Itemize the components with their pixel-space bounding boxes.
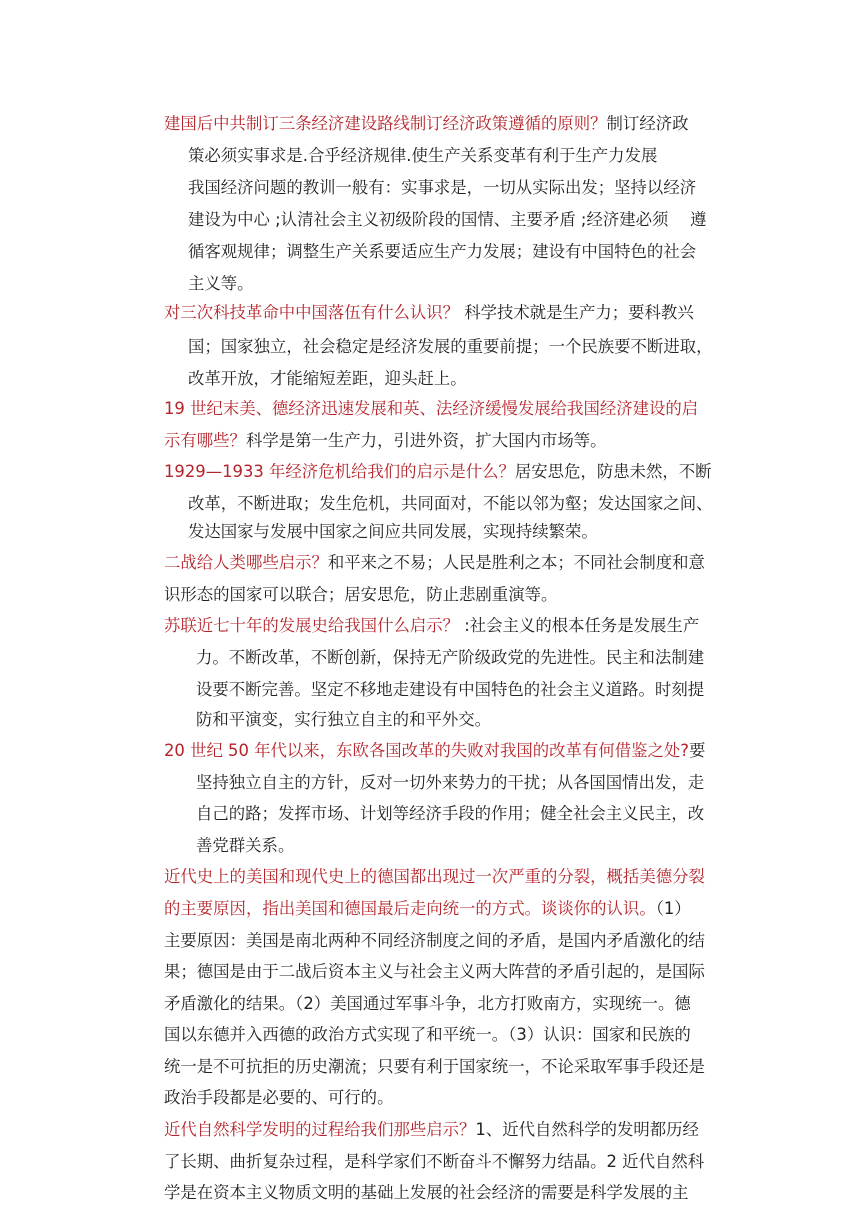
- answer-7-line-3: 善党群关系。: [196, 836, 295, 855]
- answer-text: :社会主义的根本任务是发展生产: [459, 616, 700, 635]
- answer-5-line-1: 识形态的国家可以联合；居安思危，防止悲剧重演等。: [164, 585, 558, 604]
- question-text: 近代自然科学发明的过程给我们那些启示？: [164, 1120, 476, 1139]
- answer-1-line-1: 策必须实事求是.合乎经济规律.使生产关系变革有利于生产力发展: [188, 146, 658, 165]
- answer-text: 要: [688, 741, 706, 760]
- question-text: 20 世纪 50 年代以来，东欧各国改革的失败对我国的改革有何借鉴之处?: [164, 741, 689, 760]
- question-3-line-2: [164, 430, 607, 452]
- question-text: 苏联近七十年的发展史给我国什么启示？: [164, 616, 460, 635]
- answer-7-line-2: 自己的路；发挥市场、计划等经济手段的作用；健全社会主义民主，改: [196, 804, 705, 823]
- answer-1-line-3: 建设为中心 ;认清社会主义初级阶段的国情、主要矛盾 ;经济建必须 遵: [188, 210, 707, 229]
- answer-6-line-3: 防和平演变，实行独立自主的和平外交。: [196, 710, 492, 729]
- question-text: 建国后中共制订三条经济建设路线制订经济政策遵循的原则？: [164, 114, 607, 133]
- answer-7-line-1: 坚持独立自主的方针，反对一切外来势力的干扰；从各国国情出发，走: [196, 773, 705, 792]
- question-text: 1929—1933 年经济危机给我们的启示是什么？: [164, 462, 515, 481]
- question-8-line-2: [164, 898, 691, 920]
- answer-text: 科学技术就是生产力；要科教兴: [459, 303, 694, 322]
- answer-8-line-2: 果；德国是由于二战后资本主义与社会主义两大阵营的矛盾引起的，是国际: [164, 962, 705, 981]
- answer-text: 和平来之不易；人民是胜利之本；不同社会制度和意: [327, 553, 705, 572]
- answer-1-line-2: 我国经济问题的教训一般有：实事求是，一切从实际出发；坚持以经济: [188, 178, 697, 197]
- answer-9-line-1: 了长期、曲折复杂过程，是科学家们不断奋斗不懈努力结晶。2 近代自然科: [164, 1152, 705, 1171]
- question-8-line-1: 近代史上的美国和现代史上的德国都出现过一次严重的分裂，概括美德分裂: [164, 867, 705, 886]
- answer-text: （1）: [655, 899, 691, 918]
- question-2-line-1: [164, 302, 694, 324]
- answer-text: 制订经济政: [606, 114, 689, 133]
- answer-6-line-2: 设要不断完善。坚定不移地走建设有中国特色的社会主义道路。时刻提: [196, 680, 705, 699]
- answer-1-line-5: 主义等。: [188, 274, 254, 293]
- question-1-line-1: [164, 113, 689, 135]
- answer-2-line-2: 改革开放，才能缩短差距，迎头赶上。: [188, 369, 467, 388]
- answer-text: 科学是第一生产力，引进外资，扩大国内市场等。: [245, 431, 607, 450]
- question-text: 示有哪些？: [164, 431, 246, 450]
- question-9-line-1: [164, 1119, 699, 1141]
- answer-8-line-6: 政治手段都是必要的、可行的。: [164, 1088, 394, 1107]
- question-text: 二战给人类哪些启示？: [164, 553, 328, 572]
- answer-2-line-1: 国；国家独立，社会稳定是经济发展的重要前提；一个民族要不断进取，: [188, 337, 713, 356]
- question-text: 的主要原因，指出美国和德国最后走向统一的方式。谈谈你的认识。: [164, 899, 656, 918]
- question-text: 对三次科技革命中中国落伍有什么认识？: [164, 303, 460, 322]
- answer-text: 1、近代自然科学的发明都历经: [475, 1120, 699, 1139]
- question-6-line-1: [164, 615, 699, 637]
- question-4-line-1: [164, 461, 712, 483]
- answer-8-line-4: 国以东德并入西德的政治方式实现了和平统一。（3）认识：国家和民族的: [164, 1025, 691, 1044]
- question-3-line-1: 19 世纪末美、德经济迅速发展和英、法经济缓慢发展给我国经济建设的启: [164, 399, 699, 418]
- answer-8-line-3: 矛盾激化的结果。（2）美国通过军事斗争，北方打败南方，实现统一。德: [164, 994, 691, 1013]
- question-7-line-1: [164, 740, 705, 762]
- answer-4-line-2: 发达国家与发展中国家之间应共同发展，实现持续繁荣。: [188, 522, 598, 541]
- answer-9-line-2: 学是在资本主义物质文明的基础上发展的社会经济的需要是科学发展的主: [164, 1183, 689, 1202]
- answer-text: 居安思危，防患未然，不断: [514, 462, 712, 481]
- answer-6-line-1: 力。不断改革，不断创新，保持无产阶级政党的先进性。民主和法制建: [196, 648, 705, 667]
- answer-8-line-1: 主要原因：美国是南北两种不同经济制度之间的矛盾，是国内矛盾激化的结: [164, 931, 705, 950]
- answer-8-line-5: 统一是不可抗拒的历史潮流；只要有利于国家统一，不论采取军事手段还是: [164, 1057, 705, 1076]
- answer-1-line-4: 循客观规律；调整生产关系要适应生产力发展；建设有中国特色的社会: [188, 242, 697, 261]
- question-5-line-1: [164, 552, 705, 574]
- answer-4-line-1: 改革，不断进取；发生危机，共同面对，不能以邻为壑；发达国家之间、: [188, 494, 713, 513]
